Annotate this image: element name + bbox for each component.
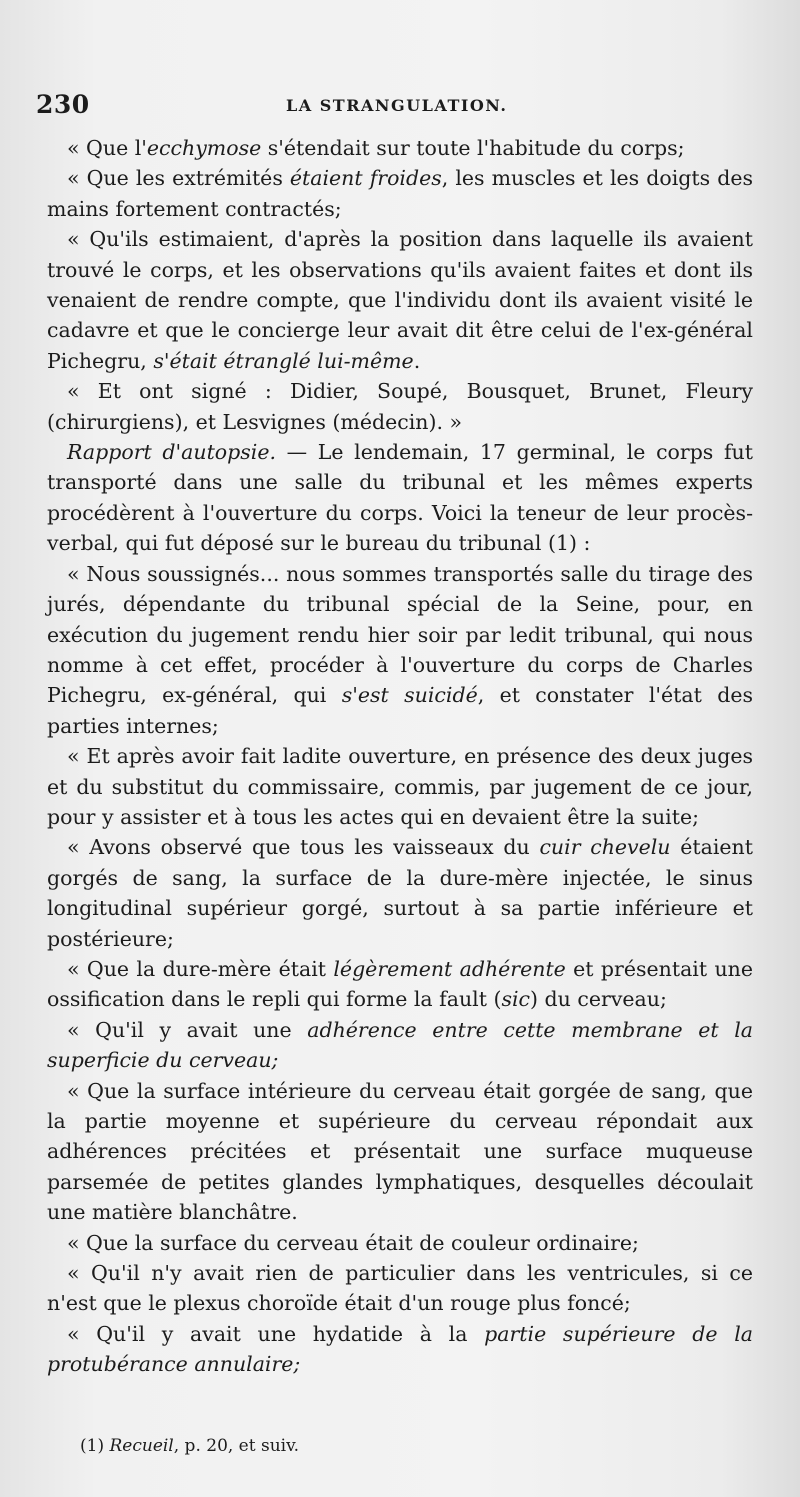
- paragraph: « Avons observé que tous les vaisseaux du cuir chevelu étaient gorgés de sang, la surface de la dure-mère injectée, le sinus longitudinal supérieur gorgé, surtout à sa partie inférieure et postérieure;: [47, 835, 753, 951]
- paragraph: « Et après avoir fait ladite ouverture, en présence des deux juges et du substitut du commissaire, commis, par jugement de ce jour, pour y assister et à tous les actes qui en devaient être la suite;: [47, 744, 753, 829]
- paragraph: « Et ont signé : Didier, Soupé, Bousquet, Brunet, Fleury (chirurgiens), et Lesvignes (médecin). »: [47, 379, 753, 434]
- running-title: LA STRANGULATION.: [286, 96, 508, 115]
- paragraph: « Que la surface intérieure du cerveau était gorgée de sang, que la partie moyenne et supérieure du cerveau répondait aux adhérences précitées et présentait une surface muqueuse parsemée de petites glandes lymphatiques, desquelles découlait une matière blanchâtre.: [47, 1078, 753, 1225]
- paragraph: « Nous soussignés... nous sommes transportés salle du tirage des jurés, dépendante du tribunal spécial de la Seine, pour, en exécution du jugement rendu hier soir par ledit tribunal, qui nous nomme à cet effet, procéder à l'ouverture du corps de Charles Pichegru, ex-général, qui s'est suicidé, et constater l'état des parties internes;: [47, 561, 753, 738]
- paragraph: « Qu'il n'y avait rien de particulier dans les ventricules, si ce n'est que le plexus choroïde était d'un rouge plus foncé;: [47, 1261, 753, 1316]
- footnote: (1) Recueil, p. 20, et suiv.: [80, 1436, 300, 1456]
- paragraph: « Qu'il y avait une adhérence entre cette membrane et la superficie du cerveau;: [47, 1017, 753, 1073]
- paragraph: « Que les extrémités étaient froides, les muscles et les doigts des mains fortement contractés;: [47, 166, 753, 221]
- paragraph: Rapport d'autopsie. — Le lendemain, 17 germinal, le corps fut transporté dans une salle du tribunal et les mêmes experts procédèrent à l'ouverture du corps. Voici la teneur de leur procès-verbal, qui fut déposé sur le bureau du tribunal (1) :: [47, 440, 753, 556]
- page-number: 230: [36, 90, 90, 119]
- page-header: [36, 90, 740, 130]
- paragraph: « Que la surface du cerveau était de couleur ordinaire;: [67, 1230, 639, 1255]
- paragraph: « Que la dure-mère était légèrement adhérente et présentait une ossification dans le repli qui forme la fault (sic) du cerveau;: [47, 956, 753, 1012]
- body-text: [47, 133, 753, 1380]
- paragraph: « Qu'il y avait une hydatide à la partie supérieure de la protubérance annulaire;: [47, 1321, 753, 1377]
- paragraph: « Qu'ils estimaient, d'après la position dans laquelle ils avaient trouvé le corps, et les observations qu'ils avaient faites et dont ils venaient de rendre compte, que l'individu dont ils avaient visité le cadavre et que le concierge leur avait dit être celui de l'ex-général Pichegru, s'était étranglé lui-même.: [47, 227, 753, 373]
- paragraph: « Que l'ecchymose s'étendait sur toute l'habitude du corps;: [67, 136, 685, 160]
